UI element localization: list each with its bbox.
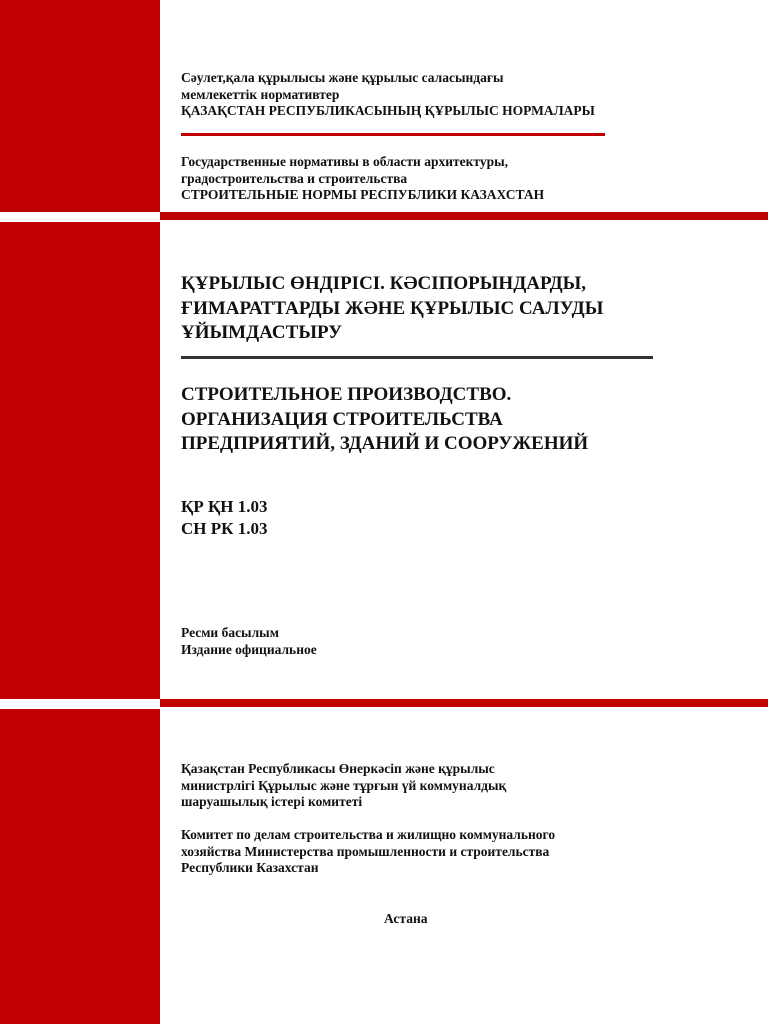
title-kz-line: ҰЙЫМДАСТЫРУ	[181, 322, 343, 343]
publisher-kz	[181, 761, 506, 811]
title-kz-line: ҚҰРЫЛЫС ӨНДІРІСІ. КӘСІПОРЫНДАРДЫ,	[181, 273, 587, 294]
header-ru-line: СТРОИТЕЛЬНЫЕ НОРМЫ РЕСПУБЛИКИ КАЗАХСТАН	[181, 187, 545, 202]
header-kz-line: мемлекеттік нормативтер	[181, 86, 340, 102]
header-kz-line: ҚАЗАҚСТАН РЕСПУБЛИКАСЫНЫҢ ҚҰРЫЛЫС НОРМАЛАРЫ	[181, 103, 595, 118]
edition	[181, 625, 317, 658]
document-code-ru: СН РК 1.03	[181, 519, 268, 538]
publisher-kz-line: шаруашылық істері комитеті	[181, 794, 363, 809]
publisher-ru-line: Комитет по делам строительства и жилищно коммунального	[181, 827, 556, 842]
header-ru-line: градостроительства и строительства	[181, 170, 408, 186]
edition-kz: Ресми басылым	[181, 625, 279, 640]
header-kz	[181, 70, 595, 120]
title-ru-line: ПРЕДПРИЯТИЙ, ЗДАНИЙ И СООРУЖЕНИЙ	[181, 433, 589, 454]
red-block-bottom	[0, 709, 160, 1024]
title-ru-line: СТРОИТЕЛЬНОЕ ПРОИЗВОДСТВО.	[181, 384, 512, 405]
red-block-top	[0, 0, 160, 212]
header-ru	[181, 154, 544, 204]
red-bar-top	[160, 212, 768, 220]
publisher-ru-line: Республики Казахстан	[181, 860, 319, 875]
header-divider	[181, 133, 605, 136]
document-codes	[181, 496, 268, 540]
publisher-ru-line: хозяйства Министерства промышленности и строительства	[181, 843, 550, 859]
publisher-kz-line: министрлігі Құрылыс және тұрғын үй коммуналдық	[181, 777, 507, 793]
title-ru-line: ОРГАНИЗАЦИЯ СТРОИТЕЛЬСТВА	[181, 408, 503, 430]
publisher-kz-line: Қазақстан Республикасы Өнеркәсіп және құрылыс	[181, 761, 495, 776]
title-kz-line: ҒИМАРАТТАРДЫ ЖӘНЕ ҚҰРЫЛЫС САЛУДЫ	[181, 297, 604, 319]
red-block-middle	[0, 222, 160, 699]
title-kz	[181, 272, 603, 346]
edition-ru: Издание официальное	[181, 641, 317, 657]
header-ru-line: Государственные нормативы в области архитектуры,	[181, 154, 509, 169]
publisher-ru	[181, 827, 555, 877]
title-ru	[181, 383, 588, 457]
red-bar-bottom	[160, 699, 768, 707]
header-kz-line: Сәулет,қала құрылысы және құрылыс саласындағы	[181, 70, 504, 85]
title-divider	[181, 356, 653, 359]
document-code-kz: ҚР ҚН 1.03	[181, 497, 268, 516]
city: Астана	[384, 911, 428, 926]
